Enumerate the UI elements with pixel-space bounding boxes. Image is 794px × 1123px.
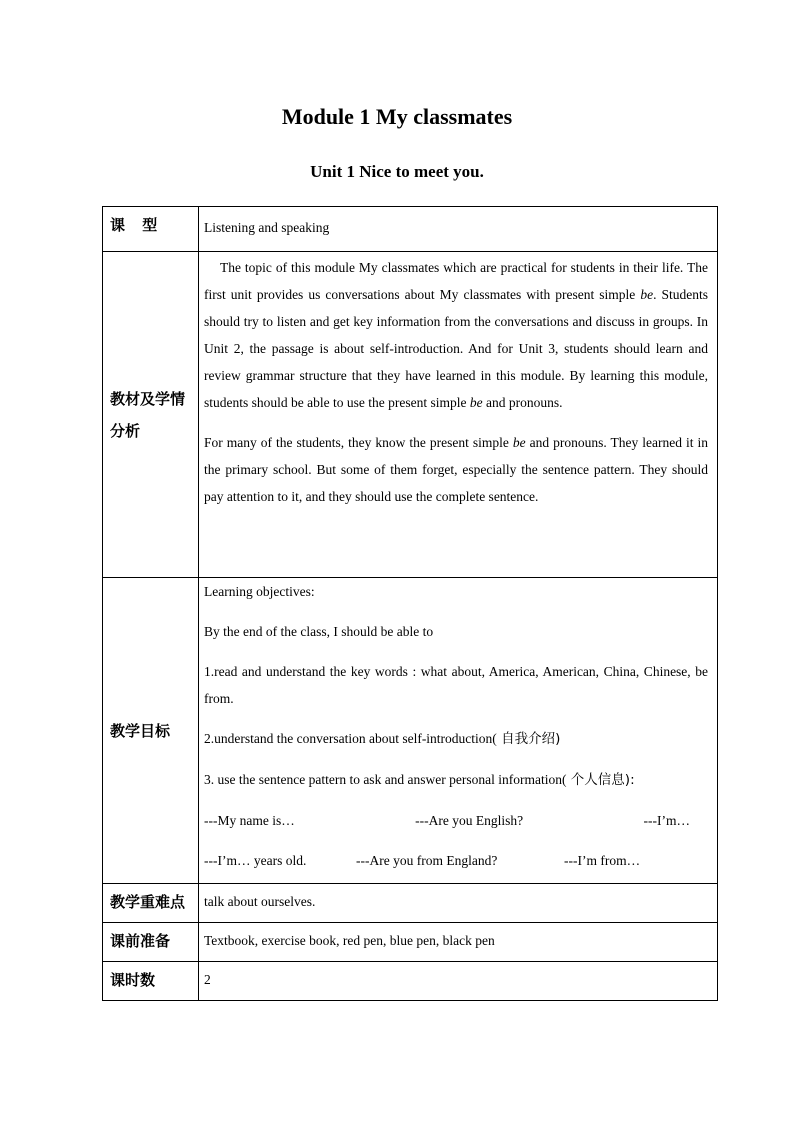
analysis-label-line2: 分析: [110, 421, 141, 440]
key-points-value: [199, 884, 718, 923]
lesson-type-value: [199, 207, 718, 252]
objective-item-3: 3. use the sentence pattern to ask and answer personal information( 个人信息):: [204, 772, 635, 788]
analysis-label: [103, 252, 199, 578]
objectives-label-text: 教学目标: [110, 721, 171, 740]
preparation-value: [199, 923, 718, 962]
key-points-text: talk about ourselves.: [204, 894, 316, 909]
row-preparation: [103, 923, 718, 962]
objective-item-2: 2.understand the conversation about self-introduction( 自我介绍): [204, 731, 561, 747]
periods-label: 课时数: [103, 962, 199, 1001]
sentence-patterns-row-2: [204, 847, 708, 874]
document-title: Module 1 My classmates: [281, 104, 513, 129]
sentence-patterns-row-1: [204, 807, 708, 834]
preparation-text: Textbook, exercise book, red pen, blue pen, black pen: [204, 933, 495, 948]
analysis-content: [199, 252, 718, 578]
objective-item-1: 1.read and understand the key words : what about, America, American, China, Chinese, be from.: [204, 664, 708, 706]
row-analysis: [103, 252, 718, 578]
objectives-intro: By the end of the class, I should be able to: [204, 624, 434, 639]
row-key-points: [103, 884, 718, 923]
row-lesson-type: [103, 207, 718, 252]
pattern-i-am-from: ---I’m from…: [564, 853, 641, 868]
pattern-are-you-english: ---Are you English?: [415, 813, 524, 828]
document-subtitle: Unit 1 Nice to meet you.: [310, 162, 484, 181]
pattern-i-am: ---I’m…: [643, 813, 690, 828]
row-periods: [103, 962, 718, 1001]
analysis-paragraph-1: The topic of this module My classmates which are practical for students in their life. The first unit provides us conversations about My classmates with present simple be. Students should try to listen and get key information from the conversations and discuss in groups. In Unit 2, the passage is about self-introduction. And for Unit 3, students should learn and review grammar structure that they have learned in this module. By learning this module, students should be able to use the present simple be and pronouns.: [204, 260, 708, 410]
objectives-heading: Learning objectives:: [204, 584, 315, 599]
pattern-my-name: ---My name is…: [204, 813, 295, 828]
row-objectives: [103, 578, 718, 884]
analysis-label-line1: 教材及学情: [110, 389, 186, 408]
objectives-content: [199, 578, 718, 884]
lesson-type-label: 课 型: [103, 207, 199, 252]
pattern-from-england: ---Are you from England?: [356, 853, 498, 868]
lesson-type-text: Listening and speaking: [204, 220, 330, 235]
pattern-years-old: ---I’m… years old.: [204, 853, 307, 868]
periods-value: [199, 962, 718, 1001]
preparation-label: 课前准备: [103, 923, 199, 962]
lesson-plan-table: [102, 206, 718, 1001]
periods-text: 2: [204, 972, 211, 987]
analysis-paragraph-2: For many of the students, they know the present simple be and pronouns. They learned it in the primary school. But some of them forget, especially the sentence pattern. They should pay attention to it, and they should use the complete sentence.: [204, 435, 709, 504]
objectives-label: [103, 578, 199, 884]
key-points-label: 教学重难点: [103, 884, 199, 923]
